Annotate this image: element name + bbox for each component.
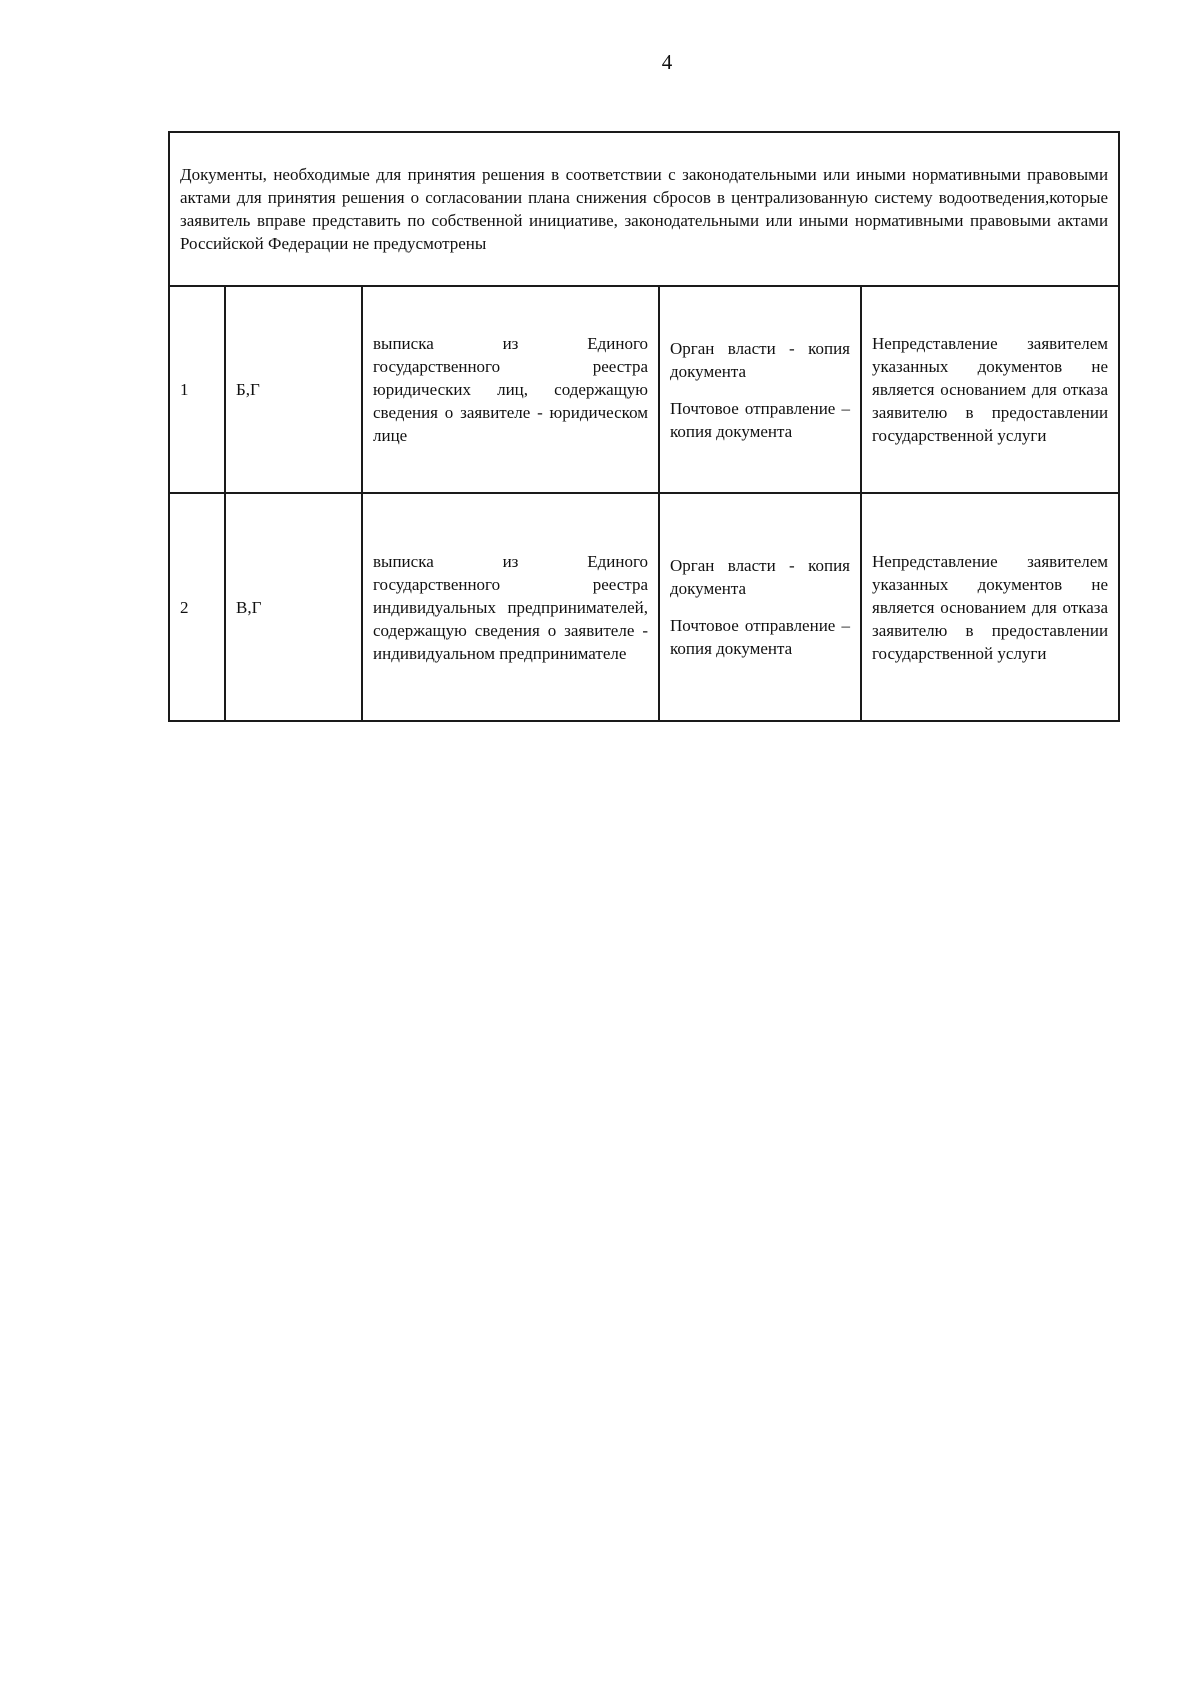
table-row [169, 286, 1119, 493]
row-number: 1 [169, 286, 225, 493]
source-authority: Орган власти - копия документа [670, 556, 850, 598]
source-authority: Орган власти - копия документа [670, 338, 850, 381]
page-number: 4 [661, 50, 673, 74]
row-number: 2 [169, 493, 225, 721]
row-code: Б,Г [225, 286, 362, 493]
row-source [659, 493, 861, 721]
row-note: Непредставление заявителем указанных документов не является основанием для отказа заявителю в предоставлении государственной услуги [861, 286, 1119, 493]
source-mail: Почтовое отправление – копия документа [670, 398, 850, 441]
documents-table [168, 131, 1120, 722]
source-mail: Почтовое отправление – копия документа [670, 616, 850, 658]
row-document: выписка из Единого государственного реестра индивидуальных предпринимателей, содержащую сведения о заявителе - индивидуальном предпринимателе [362, 493, 659, 721]
table-row [169, 493, 1119, 721]
row-source [659, 286, 861, 493]
row-note: Непредставление заявителем указанных документов не является основанием для отказа заявителю в предоставлении государственной услуги [861, 493, 1119, 721]
table-header-row [169, 132, 1119, 286]
row-document: выписка из Единого государственного реестра юридических лиц, содержащую сведения о заявителе - юридическом лице [362, 286, 659, 493]
table-header-cell: Документы, необходимые для принятия решения в соответствии с законодательными или иными нормативными правовыми актами для принятия решения о согласовании плана снижения сбросов в централизованную систему водоотведения,которые заявитель вправе представить по собственной инициативе, законодательными или иными нормативными правовыми актами Российской Федерации не предусмотрены [169, 132, 1119, 286]
row-code: В,Г [225, 493, 362, 721]
